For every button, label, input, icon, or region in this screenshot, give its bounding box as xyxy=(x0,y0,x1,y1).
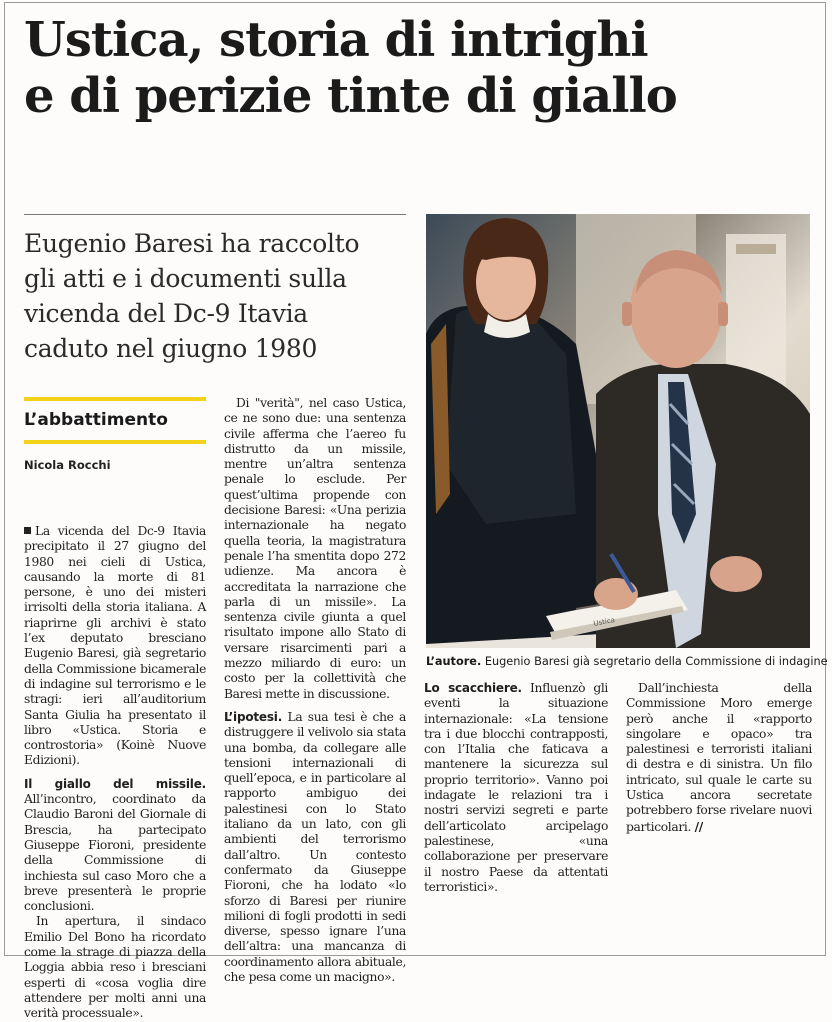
headline-line-2: e di perizie tinte di giallo xyxy=(24,68,677,124)
end-mark: // xyxy=(694,818,703,834)
headline xyxy=(24,12,814,124)
subhead-line: Eugenio Baresi ha raccolto xyxy=(24,229,360,258)
article-paragraph: Di "verità", nel caso Ustica, ce ne sono due: una sentenza civile afferma che l’aereo fu distrutto da un missile, mentre un’altra sentenza penale lo esclude. Per quest’ultima propende con decisione Baresi: «Una perizia internazionale ha negato quella teoria, la magistratura penale l’ha smentita dopo 272 udienze. Ma ancora è accreditata la narrazione che parla di un missile». La sentenza civile giunta a quel risultato impone allo Stato di versare risarcimenti pari a mezzo miliardo di euro: un costo per la collettività che Baresi mette in discussione. xyxy=(224,396,406,701)
subhead-line: gli atti e i documenti sulla xyxy=(24,264,347,293)
subhead-rule xyxy=(24,214,406,215)
article-paragraph: Il giallo del missile. All’incontro, coordinato da Claudio Baroni del Giornale di Brescia, ha partecipato Giuseppe Fioroni, presidente della Commissione di inchiesta sul caso Moro che a breve presenterà le proprie conclusioni. xyxy=(24,776,206,914)
photo-caption xyxy=(426,654,828,670)
article-column-3 xyxy=(424,681,608,895)
article-paragraph: La vicenda del Dc-9 Itavia precipitato il 27 giugno del 1980 nei cieli di Ustica, causando la morte di 81 persone, è uno dei misteri irrisolti della storia italiana. A riaprirne gli archivi è stato l’ex deputato bresciano Eugenio Baresi, già segretario della Commissione bicamerale di indagine sul terrorismo e le stragi: ieri all’auditorium Santa Giulia ha presentato il libro «Ustica. Storia e controstoria» (Koinè Nuove Edizioni). xyxy=(24,524,206,768)
article-paragraph: L’ipotesi. La sua tesi è che a distruggere il velivolo sia stata una bomba, da collegare alle tensioni internazionali di quell’epoca, e in particolare al rapporto ambiguo dei palestinesi con lo Stato italiano da un lato, con gli ambienti del terrorismo dall’altro. Un contesto confermato da Giuseppe Fioroni, che ha lodato «lo sforzo di Baresi per riunire milioni di fogli prodotti in sedi diverse, spesso ignare l’una dell’altra: una mancanza di coordinamento allora abituale, che pesa come un macigno». xyxy=(224,709,407,984)
kicker-bar-bottom xyxy=(24,440,206,444)
caption-label: L’autore. xyxy=(426,655,482,668)
subhead-line: vicenda del Dc-9 Itavia xyxy=(24,299,308,328)
bullet-icon xyxy=(24,527,31,534)
article-column-1 xyxy=(24,524,206,1022)
author-photo xyxy=(426,214,810,648)
kicker-bar-top xyxy=(24,397,206,401)
paragraph-lead: Lo scacchiere. xyxy=(424,681,522,695)
article-paragraph: In apertura, il sindaco Emilio Del Bono ha ricordato come la strage di piazza della Loggia abbia reso i bresciani esperti di «cosa voglia dire attendere per molti anni una verità processuale». xyxy=(24,914,206,1021)
article-column-2 xyxy=(224,396,406,985)
book-spine-text: Ustica xyxy=(592,615,616,628)
caption-text: Eugenio Baresi già segretario della Commissione di indagine xyxy=(484,655,828,668)
paragraph-lead: L’ipotesi. xyxy=(224,709,283,724)
article-paragraph: Lo scacchiere. Influenzò gli eventi la situazione internazionale: «La tensione tra i due blocchi contrapposti, con l’Italia che faticava a mantenere la sicurezza sul proprio territorio». Vanno poi indagate le relazioni tra i nostri servizi segreti e parte dell’articolato arcipelago palestinese, «una collaborazione per preservare il nostro Paese da attentati terroristici». xyxy=(424,681,609,894)
headline-line-1: Ustica, storia di intrighi xyxy=(24,12,648,68)
author-byline: Nicola Rocchi xyxy=(24,458,111,472)
article-paragraph: Dall’inchiesta della Commissione Moro emerge però anche il «rapporto singolare e opaco» tra palestinesi e terroristi italiani di destra e di sinistra. Un filo intricato, sul quale le carte su Ustica ancora secretate potrebbero forse rivelare nuovi particolari. // xyxy=(626,681,812,834)
subhead-line: caduto nel giugno 1980 xyxy=(24,334,318,363)
paragraph-lead: Il giallo del missile. xyxy=(24,776,206,791)
subheadline xyxy=(24,226,414,366)
article-column-4 xyxy=(626,681,812,835)
section-kicker: L’abbattimento xyxy=(24,410,168,430)
